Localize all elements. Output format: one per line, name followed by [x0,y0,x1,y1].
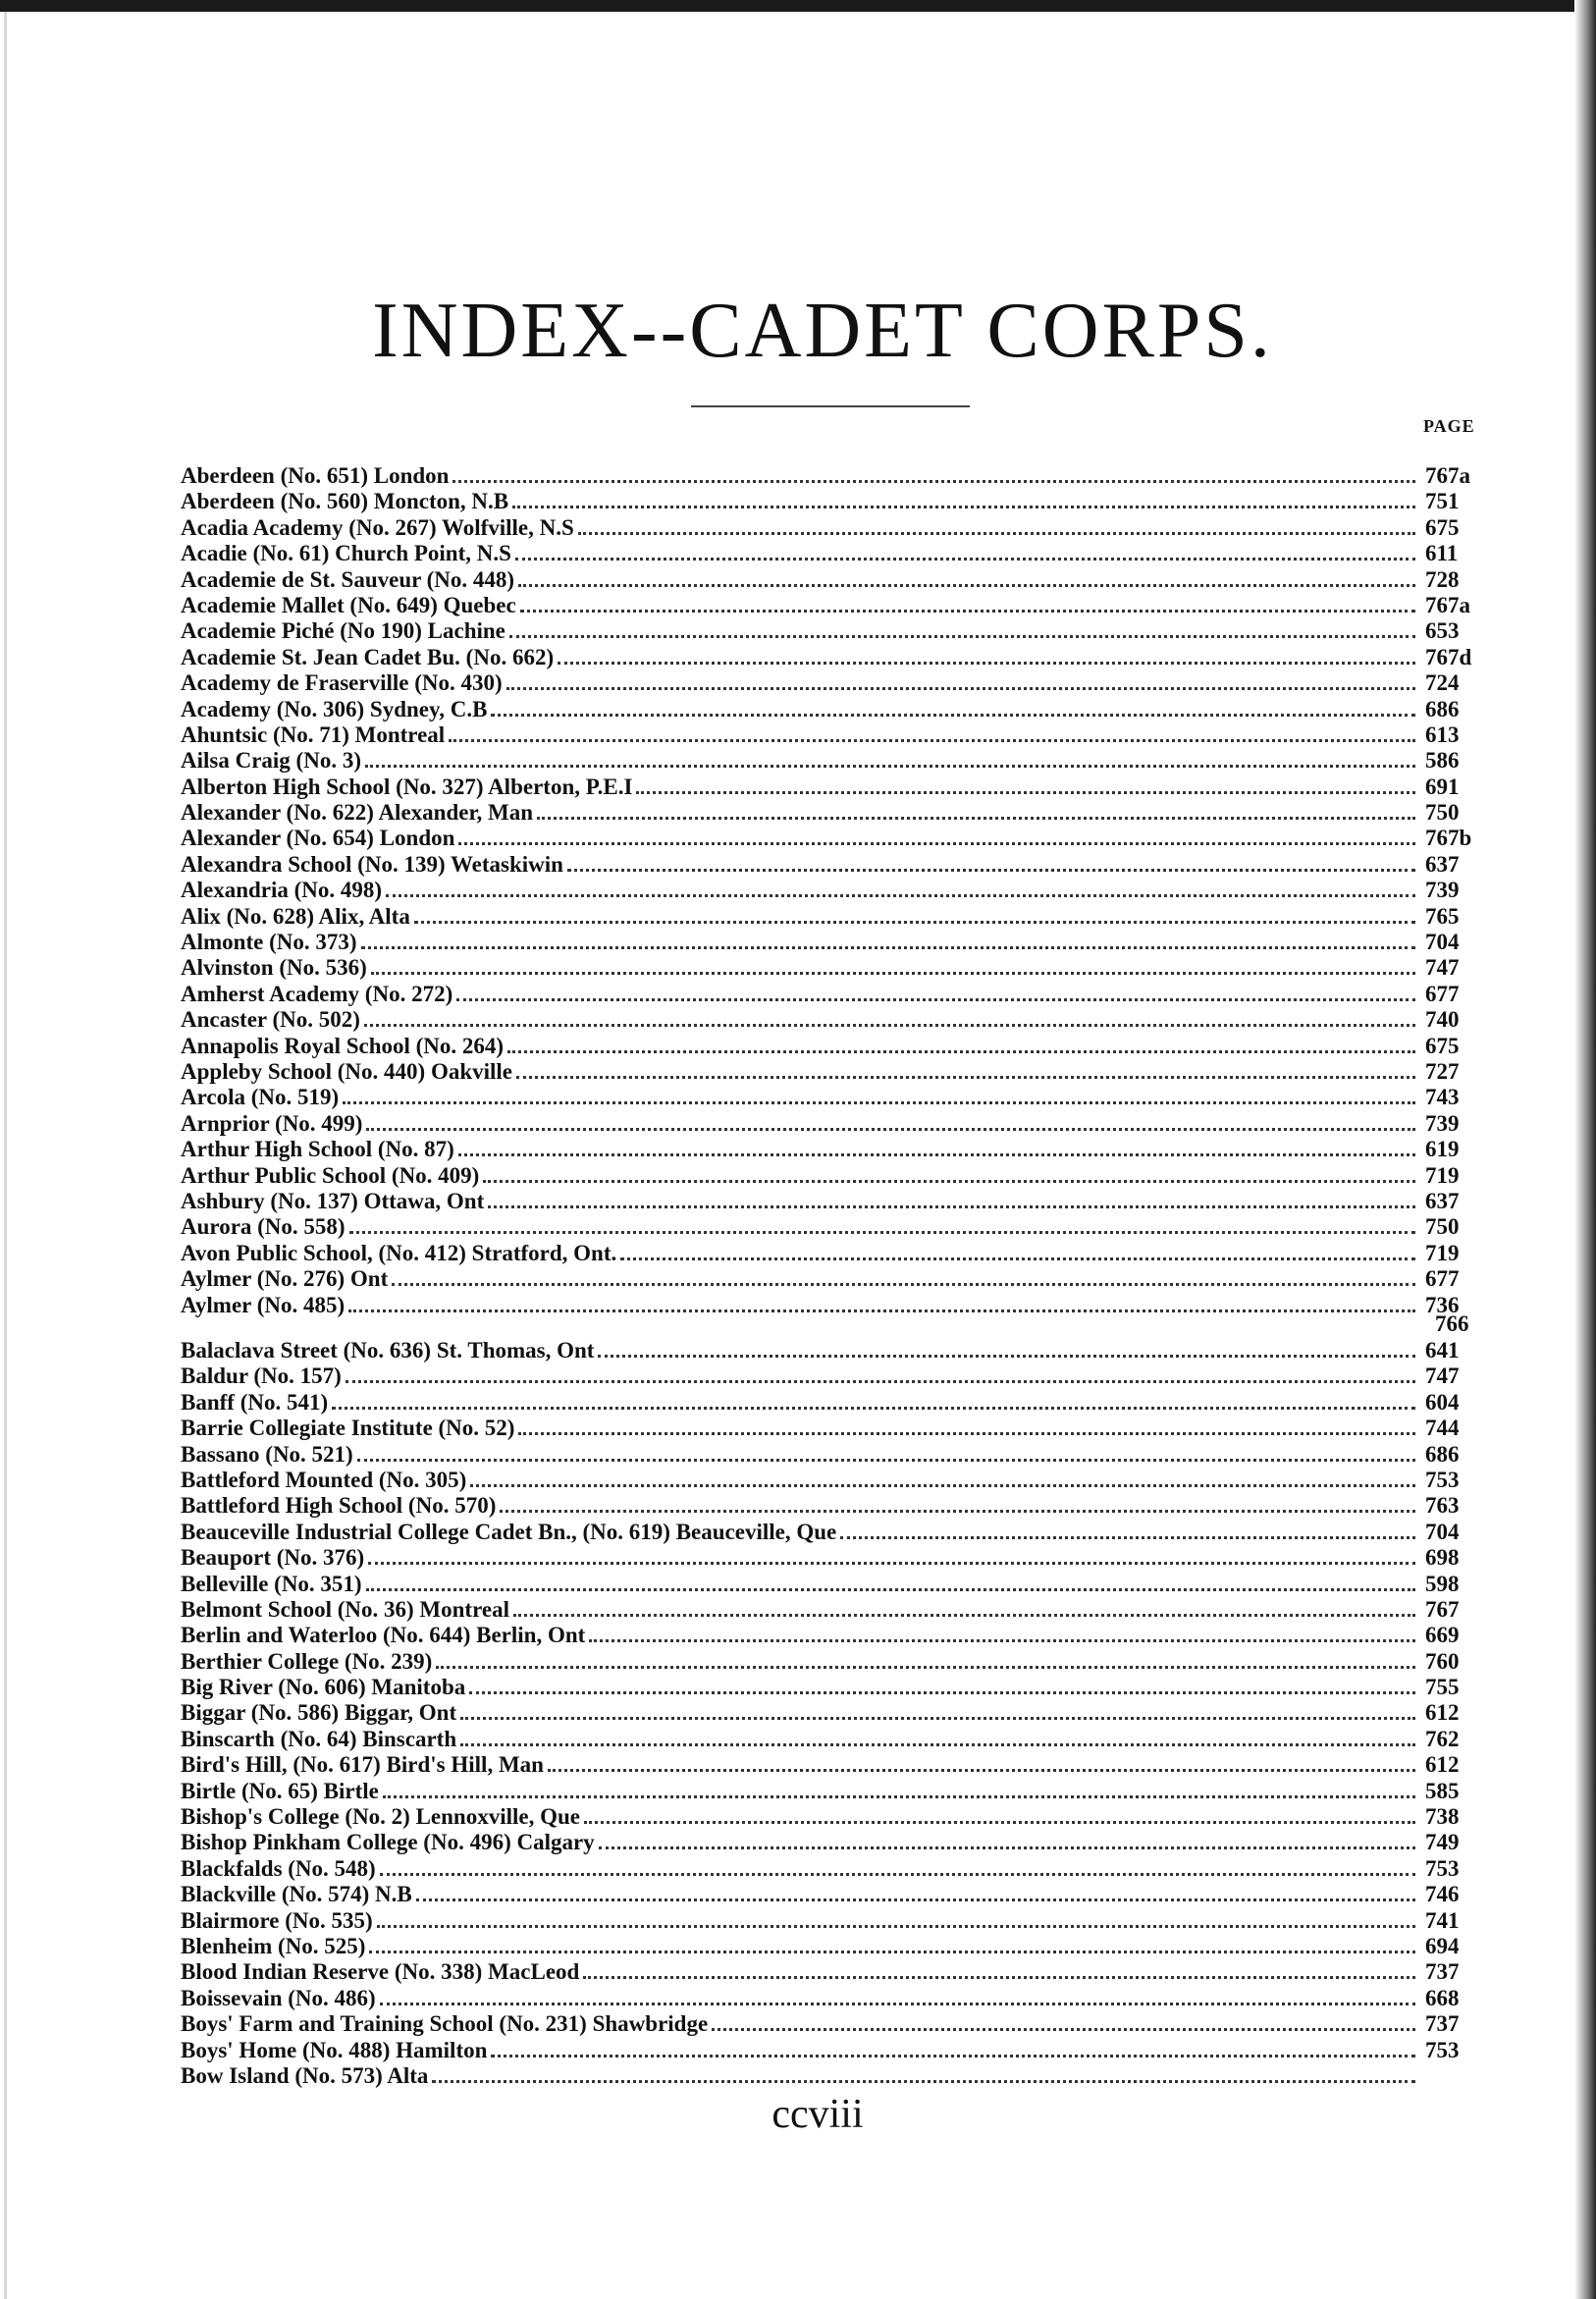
entry-page: 611 [1425,541,1459,566]
entry-page: 612 [1425,1700,1460,1726]
entry-page: 739 [1425,878,1460,903]
dot-leader [599,1846,1415,1849]
index-entry [181,1137,1492,1162]
dot-leader [380,1873,1415,1876]
index-entry [181,1085,1492,1110]
entry-name: Academie St. Jean Cadet Bu. (No. 662) [181,644,555,669]
entry-page: 753 [1425,1467,1460,1492]
entry-name: Battleford Mounted (No. 305) [181,1467,467,1492]
entry-name: Aylmer (No. 485) [181,1292,346,1317]
dot-leader [518,584,1415,587]
dot-leader [520,610,1415,613]
dot-leader [509,635,1415,638]
dot-leader [452,480,1415,483]
entry-name: Aurora (No. 558) [181,1214,346,1240]
dot-leader [636,791,1415,794]
entry-page: 704 [1425,930,1460,955]
dot-leader [620,1257,1415,1260]
entry-page: 738 [1425,1804,1460,1830]
entry-page: 613 [1425,722,1460,747]
index-entry [181,1986,1492,2011]
index-entry [181,2063,1492,2089]
entry-name: Arthur High School (No. 87) [181,1137,454,1162]
entry-page: 612 [1425,1752,1460,1778]
entry-page: 653 [1425,618,1460,644]
entry-name: Beauceville Industrial College Cadet Bn., (No. 619) Beauceville, Que [181,1519,837,1544]
index-entry [181,1442,1492,1468]
index-entry [181,567,1492,593]
index-entry [181,1856,1492,1882]
dot-leader [488,1205,1415,1208]
entry-name: Blairmore (No. 535) [181,1907,373,1933]
index-entry [181,1390,1492,1416]
dot-leader [458,842,1415,845]
index-entry [181,1934,1492,1959]
entry-name: Bishop's College (No. 2) Lennoxville, Que [181,1804,580,1830]
entry-page: 669 [1425,1623,1460,1648]
dot-leader [578,532,1415,535]
index-entry [181,697,1492,722]
page-folio: ccviii [771,2092,864,2137]
index-entry [181,1163,1492,1189]
dot-leader [500,1510,1415,1513]
dot-leader [343,1101,1415,1104]
entry-name: Blackville (No. 574) N.B [181,1882,412,1907]
dot-leader [558,662,1415,665]
entry-name: Banff (No. 541) [181,1389,329,1415]
entry-name: Boissevain (No. 486) [181,1985,376,2010]
page-column-header: PAGE [1423,416,1475,436]
entry-page: 704 [1425,1519,1460,1544]
entry-page: 737 [1425,1959,1460,1985]
dot-leader [512,506,1415,508]
entry-page: 637 [1425,1188,1460,1213]
page-title: INDEX--CADET CORPS. [372,288,1273,374]
index-entry [181,1623,1492,1648]
entry-page: 675 [1425,514,1460,540]
entry-name: Aberdeen (No. 651) London [181,463,450,488]
entry-page: 677 [1425,981,1460,1006]
entry-page: 744 [1425,1416,1460,1441]
entry-name: Ailsa Craig (No. 3) [181,748,361,774]
entry-page: 585 [1425,1778,1460,1803]
index-entry [181,1293,1492,1318]
entry-page: 719 [1425,1162,1460,1188]
entry-name: Bird's Hill, (No. 617) Bird's Hill, Man [181,1752,544,1778]
dot-leader [357,1459,1415,1462]
dot-leader [348,1310,1415,1312]
entry-name: Birtle (No. 65) Birtle [181,1778,379,1803]
dot-leader [365,765,1415,768]
entry-name: Avon Public School, (No. 412) Stratford, Ont. [181,1240,617,1265]
dot-leader [332,1407,1415,1410]
index-entry [181,1338,1492,1363]
index-entry [181,645,1492,670]
entry-name: Acadia Academy (No. 267) Wolfville, N.S [181,514,574,540]
entry-name: Bow Island (No. 573) Alta [181,2062,429,2088]
dot-leader [516,1076,1415,1079]
index-entry [181,2011,1492,2037]
entry-page: 598 [1425,1571,1460,1596]
dot-leader [371,972,1415,975]
index-entry [181,1572,1492,1597]
entry-name: Battleford High School (No. 570) [181,1493,497,1519]
index-entry [181,1214,1492,1240]
dot-leader [598,1355,1415,1358]
entry-name: Boys' Farm and Training School (No. 231) Shawbridge [181,2011,709,2037]
dot-leader [366,1588,1415,1591]
index-entry [181,826,1492,851]
index-entry [181,1493,1492,1519]
entry-page: 747 [1425,955,1460,981]
dot-leader [491,714,1415,717]
dot-leader [483,1180,1415,1183]
entry-name: Big River (No. 606) Manitoba [181,1675,466,1700]
entry-page: 604 [1425,1389,1460,1415]
index-section-b [181,1338,1492,2089]
entry-name: Alvinston (No. 536) [181,955,367,981]
entry-page: 737 [1425,2011,1460,2037]
dot-leader [414,921,1415,924]
dot-leader [456,998,1415,1001]
entry-name: Belmont School (No. 36) Montreal [181,1596,509,1622]
entry-name: Berthier College (No. 239) [181,1648,433,1674]
index-entry [181,1468,1492,1493]
entry-page: 767a [1425,463,1470,488]
entry-name: Amherst Academy (No. 272) [181,981,453,1006]
entry-page: 743 [1425,1085,1460,1110]
entry-name: Beauport (No. 376) [181,1545,365,1571]
dot-leader [366,1128,1415,1131]
dot-leader [840,1536,1415,1539]
entry-name: Belleville (No. 351) [181,1571,362,1596]
dot-leader [346,1380,1415,1383]
entry-name: Ahuntsic (No. 71) Montreal [181,722,446,747]
entry-name: Alberton High School (No. 327) Alberton, P.E.I [181,774,633,799]
dot-leader [368,1562,1415,1565]
dot-leader [377,1925,1415,1928]
index-entry [181,1007,1492,1033]
index-entry [181,930,1492,955]
entry-name: Alexander (No. 622) Alexander, Man [181,800,534,826]
index-entry [181,722,1492,748]
index-entry [181,878,1492,903]
dot-leader [513,1614,1415,1617]
entry-name: Binscarth (No. 64) Binscarth [181,1726,457,1751]
entry-name: Blenheim (No. 525) [181,1933,366,1958]
dot-leader [383,1795,1415,1798]
index-entry [181,904,1492,930]
dot-leader [584,1821,1415,1824]
entry-page: 751 [1425,489,1460,514]
entry-page: 686 [1425,1441,1460,1467]
index-entry [181,748,1492,774]
stray-page-number: 766 [1435,1311,1469,1336]
entry-page: 736 [1425,1292,1460,1317]
index-entry [181,1804,1492,1830]
entry-page: 767b [1425,826,1472,851]
dot-leader [589,1639,1415,1642]
index-entry [181,1416,1492,1441]
entry-page: 698 [1425,1545,1460,1571]
entry-page: 694 [1425,1933,1460,1958]
entry-name: Academie Mallet (No. 649) Quebec [181,592,516,617]
index-entry [181,1059,1492,1085]
entry-name: Arcola (No. 519) [181,1085,340,1110]
index-entry [181,955,1492,981]
entry-page: 740 [1425,1007,1460,1033]
index-entry [181,1363,1492,1389]
dot-leader [432,2080,1415,2083]
entry-page: 637 [1425,851,1460,877]
index-section-a [181,463,1492,1318]
dot-leader [436,1666,1415,1669]
index-entry [181,1830,1492,1855]
entry-page: 728 [1425,566,1460,592]
entry-name: Acadie (No. 61) Church Point, N.S [181,541,511,566]
dot-leader [567,869,1415,872]
entry-name: Alexandria (No. 498) [181,878,383,903]
dot-leader [364,1024,1415,1027]
dot-leader [507,1050,1415,1053]
index-entry [181,1034,1492,1059]
index-entry [181,489,1492,514]
index-entry [181,1189,1492,1214]
dot-leader [392,1283,1415,1286]
entry-name: Alix (No. 628) Alix, Alta [181,903,410,929]
index-entry [181,1908,1492,1934]
entry-page: 767 [1425,1596,1460,1622]
entry-name: Appleby School (No. 440) Oakville [181,1058,513,1084]
entry-name: Academie Piché (No 190) Lachine [181,618,505,644]
dot-leader [349,1231,1415,1234]
entry-page: 641 [1425,1338,1460,1363]
dot-leader [380,2003,1415,2005]
entry-page: 668 [1425,1985,1460,2010]
dot-leader [583,1976,1415,1979]
entry-page: 586 [1425,748,1460,774]
entry-page: 755 [1425,1675,1460,1700]
index-entry [181,1111,1492,1137]
entry-name: Aylmer (No. 276) Ont [181,1266,389,1292]
dot-leader [460,1743,1415,1746]
index-entry [181,1520,1492,1545]
index-entry [181,982,1492,1007]
dot-leader [469,1691,1415,1694]
dot-leader [470,1484,1415,1487]
entry-name: Balaclava Street (No. 636) St. Thomas, Ont [181,1338,595,1363]
entry-name: Boys' Home (No. 488) Hamilton [181,2037,488,2062]
entry-page: 763 [1425,1493,1460,1519]
dot-leader [491,2055,1415,2058]
entry-page: 746 [1425,1882,1460,1907]
entry-page: 739 [1425,1110,1460,1136]
index-entry [181,775,1492,800]
dot-leader [416,1898,1415,1901]
index-entry [181,670,1492,696]
entry-page: 727 [1425,1058,1460,1084]
index-entry [181,1597,1492,1623]
index-entry [181,1882,1492,1907]
entry-page: 619 [1425,1137,1460,1162]
entry-name: Bishop Pinkham College (No. 496) Calgary [181,1830,595,1855]
entry-name: Ashbury (No. 137) Ottawa, Ont [181,1188,485,1213]
index-entry [181,593,1492,618]
entry-page: 753 [1425,1855,1460,1881]
entry-name: Baldur (No. 157) [181,1363,342,1389]
index-entry [181,1241,1492,1266]
entry-name: Annapolis Royal School (No. 264) [181,1033,505,1058]
dot-leader [515,558,1415,561]
entry-name: Academie de St. Sauveur (No. 448) [181,566,515,592]
entry-page: 691 [1425,774,1460,799]
title-rule [691,405,970,407]
index-entry [181,800,1492,826]
entry-page: 749 [1425,1830,1460,1855]
entry-name: Almonte (No. 373) [181,930,357,955]
index-entry [181,618,1492,644]
index-entry [181,1649,1492,1675]
entry-name: Ancaster (No. 502) [181,1007,360,1033]
dot-leader [386,894,1415,897]
entry-page: 760 [1425,1648,1460,1674]
dot-leader [712,2028,1415,2031]
entry-page: 767a [1425,592,1470,617]
entry-name: Aberdeen (No. 560) Moncton, N.B [181,489,509,514]
entry-name: Academy (No. 306) Sydney, C.B [181,696,488,722]
entry-name: Barrie Collegiate Institute (No. 52) [181,1416,515,1441]
dot-leader [518,1432,1415,1435]
entry-page: 767d [1425,644,1472,669]
entry-name: Arthur Public School (No. 409) [181,1162,480,1188]
dot-leader [548,1769,1415,1772]
dot-leader [361,946,1416,949]
entry-page: 719 [1425,1240,1460,1265]
dot-leader [369,1951,1415,1953]
entry-name: Blackfalds (No. 548) [181,1855,376,1881]
index-entry [181,1727,1492,1752]
dot-leader [449,739,1415,742]
entry-name: Bassano (No. 521) [181,1441,353,1467]
entry-name: Alexander (No. 654) London [181,826,455,851]
entry-name: Biggar (No. 586) Biggar, Ont [181,1700,457,1726]
dot-leader [537,817,1415,820]
entry-page: 762 [1425,1726,1460,1751]
index-entry [181,541,1492,566]
dot-leader [506,687,1415,690]
entry-name: Berlin and Waterloo (No. 644) Berlin, Ont [181,1623,586,1648]
index-entry [181,1752,1492,1778]
entry-page: 741 [1425,1907,1460,1933]
entry-name: Arnprior (No. 499) [181,1110,363,1136]
dot-leader [460,1717,1415,1720]
entry-page: 686 [1425,696,1460,722]
entry-page: 747 [1425,1363,1460,1389]
index-entry [181,852,1492,878]
entry-name: Blood Indian Reserve (No. 338) MacLeod [181,1959,580,1985]
index-entry [181,515,1492,541]
entry-name: Alexandra School (No. 139) Wetaskiwin [181,851,563,877]
scan-top-border [0,0,1596,12]
index-entry [181,1700,1492,1726]
index-entry [181,1959,1492,1985]
entry-name: Academy de Fraserville (No. 430) [181,670,503,696]
index-entry [181,1266,1492,1292]
dot-leader [458,1153,1415,1156]
entry-page: 765 [1425,903,1460,929]
entry-page: 724 [1425,670,1460,696]
entry-page: 675 [1425,1033,1460,1058]
entry-page: 677 [1425,1266,1460,1292]
index-entry [181,463,1492,489]
index-entry [181,1675,1492,1700]
index-entry [181,1545,1492,1571]
entry-page: 750 [1425,800,1460,826]
index-entry [181,1779,1492,1804]
index-entry [181,2038,1492,2063]
entry-page: 750 [1425,1214,1460,1240]
entry-page: 753 [1425,2037,1460,2062]
